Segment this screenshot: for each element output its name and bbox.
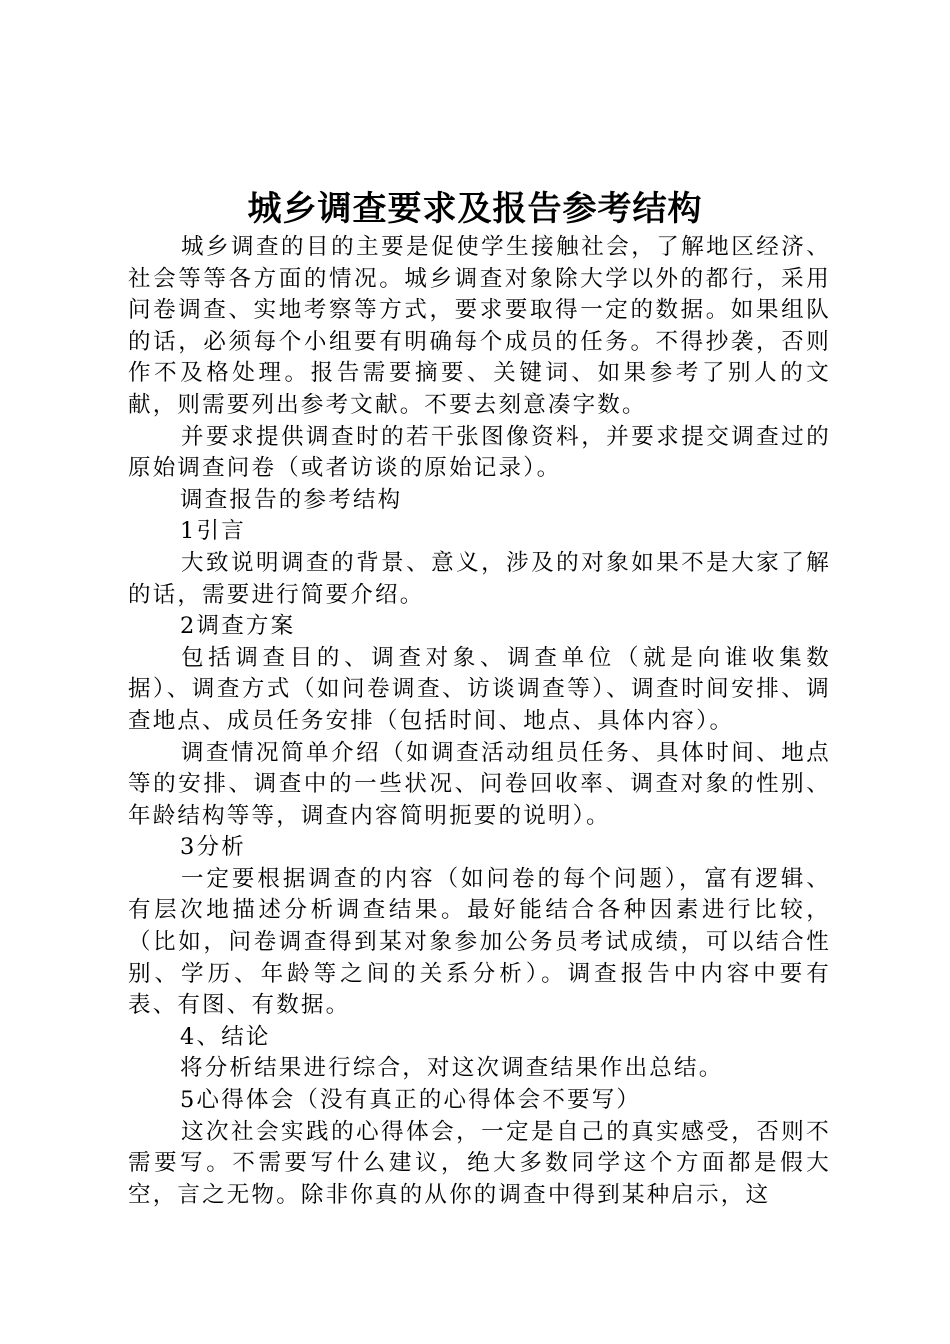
paragraph-introduction: 大致说明调查的背景、意义，涉及的对象如果不是大家了解的话，需要进行简要介绍。 — [128, 549, 831, 608]
paragraph-reflections: 这次社会实践的心得体会，一定是自己的真实感受，否则不需要写。不需要写什么建议，绝大多数同学这个方面都是假大空，言之无物。除非你真的从你的调查中得到某种启示，这 — [128, 1118, 831, 1208]
heading-conclusion: 4、结论 — [180, 1023, 271, 1050]
paragraph-materials: 并要求提供调查时的若干张图像资料，并要求提交调查过的原始调查问卷（或者访谈的原始记录）。 — [128, 423, 831, 482]
heading-analysis: 3分析 — [180, 834, 246, 861]
paragraph-survey-plan: 包括调查目的、调查对象、调查单位（就是向谁收集数据）、调查方式（如问卷调查、访谈调查等）、调查时间安排、调查地点、成员任务安排（包括时间、地点、具体内容）。 — [128, 644, 831, 734]
heading-survey-plan: 2调查方案 — [180, 613, 296, 640]
paragraph-survey-overview: 调查情况简单介绍（如调查活动组员任务、具体时间、地点等的安排、调查中的一些状况、问卷回收率、调查对象的性别、年龄结构等等，调查内容简明扼要的说明）。 — [128, 739, 831, 829]
heading-introduction: 1引言 — [180, 518, 246, 545]
document-title: 城乡调查要求及报告参考结构 — [247, 189, 703, 229]
paragraph-analysis: 一定要根据调查的内容（如问卷的每个问题），富有逻辑、有层次地描述分析调查结果。最好能结合各种因素进行比较，（比如，问卷调查得到某对象参加公务员考试成绩，可以结合性别、学历、年龄等之间的关系分析）。调查报告中内容中要有表、有图、有数据。 — [128, 865, 831, 1019]
heading-reflections: 5心得体会（没有真正的心得体会不要写） — [180, 1087, 642, 1114]
heading-report-structure: 调查报告的参考结构 — [180, 486, 403, 513]
paragraph-conclusion: 将分析结果进行综合，对这次调查结果作出总结。 — [180, 1055, 724, 1082]
paragraph-purpose: 城乡调查的目的主要是促使学生接触社会，了解地区经济、社会等等各方面的情况。城乡调查对象除大学以外的都行，采用问卷调查、实地考察等方式，要求要取得一定的数据。如果组队的话，必须每个小组要有明确每个成员的任务。不得抄袭，否则作不及格处理。报告需要摘要、关键词、如果参考了别人的文献，则需要列出参考文献。不要去刻意凑字数。 — [128, 234, 831, 418]
document-body — [128, 232, 831, 1211]
